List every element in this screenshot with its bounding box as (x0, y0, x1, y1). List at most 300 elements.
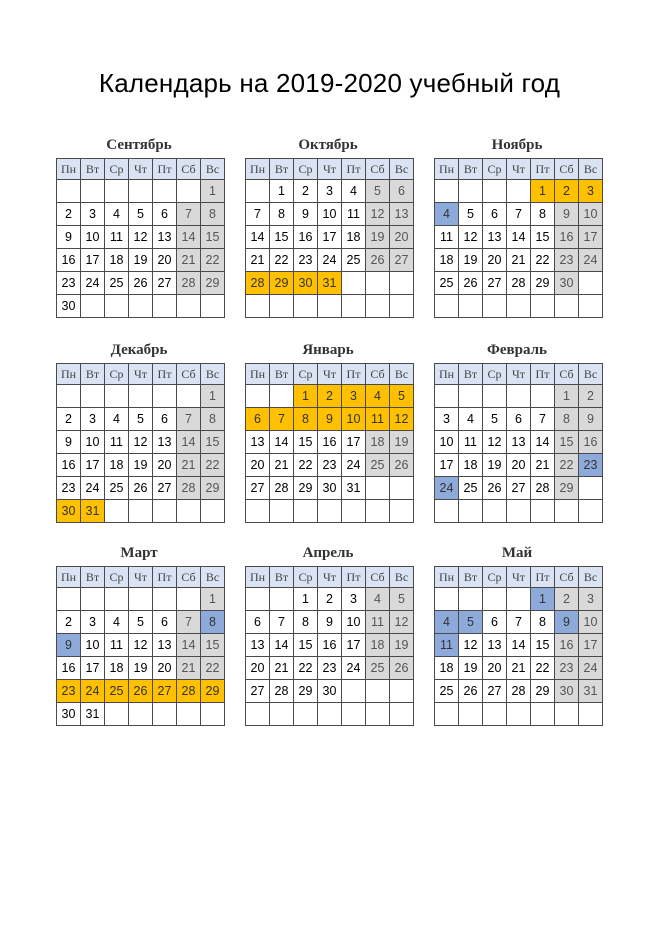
empty-cell (390, 477, 414, 500)
weekday-header: Пн (57, 567, 81, 588)
empty-cell (246, 588, 270, 611)
day-cell: 16 (555, 634, 579, 657)
week-row (57, 295, 225, 318)
day-cell: 19 (390, 431, 414, 454)
day-cell: 25 (435, 680, 459, 703)
day-cell: 13 (483, 226, 507, 249)
weekday-header-row (246, 364, 414, 385)
day-cell: 7 (177, 408, 201, 431)
month-name: Апрель (302, 545, 354, 561)
day-cell: 28 (507, 272, 531, 295)
day-cell: 20 (507, 454, 531, 477)
empty-cell (81, 385, 105, 408)
weekday-header: Чт (129, 159, 153, 180)
empty-cell (318, 703, 342, 726)
empty-cell (153, 588, 177, 611)
day-cell: 29 (531, 272, 555, 295)
day-cell: 14 (246, 226, 270, 249)
day-cell: 3 (579, 180, 603, 203)
empty-cell (390, 500, 414, 523)
weekday-header: Ср (294, 567, 318, 588)
day-cell: 1 (555, 385, 579, 408)
week-row (435, 477, 603, 500)
day-cell: 6 (507, 408, 531, 431)
weekday-header: Вс (390, 364, 414, 385)
weekday-header: Чт (318, 159, 342, 180)
day-cell: 8 (201, 611, 225, 634)
day-cell: 2 (57, 408, 81, 431)
day-cell: 1 (294, 385, 318, 408)
weekday-header: Пн (435, 364, 459, 385)
weekday-header: Вс (201, 567, 225, 588)
day-cell: 25 (105, 680, 129, 703)
day-cell: 31 (342, 477, 366, 500)
day-cell: 6 (483, 203, 507, 226)
month-calendar (434, 543, 600, 726)
weekday-header: Пт (531, 159, 555, 180)
week-row (435, 431, 603, 454)
day-cell: 5 (366, 180, 390, 203)
day-cell: 28 (507, 680, 531, 703)
weekday-header: Чт (318, 364, 342, 385)
empty-cell (177, 180, 201, 203)
day-cell: 24 (579, 657, 603, 680)
weekday-header: Ср (294, 364, 318, 385)
day-cell: 25 (366, 454, 390, 477)
month-calendar (245, 543, 411, 726)
empty-cell (294, 295, 318, 318)
weekday-header: Ср (105, 159, 129, 180)
empty-cell (81, 588, 105, 611)
empty-cell (531, 703, 555, 726)
day-cell: 14 (177, 431, 201, 454)
empty-cell (483, 180, 507, 203)
weekday-header: Вт (270, 364, 294, 385)
weekday-header: Сб (366, 159, 390, 180)
weekday-header: Ср (105, 364, 129, 385)
weekday-header: Вт (270, 159, 294, 180)
day-cell: 1 (531, 588, 555, 611)
empty-cell (390, 272, 414, 295)
week-row (246, 272, 414, 295)
week-row (246, 657, 414, 680)
empty-cell (459, 295, 483, 318)
day-cell: 7 (270, 408, 294, 431)
month-name: Февраль (487, 342, 547, 358)
empty-cell (57, 180, 81, 203)
weekday-header: Ср (483, 364, 507, 385)
empty-cell (270, 703, 294, 726)
empty-cell (270, 500, 294, 523)
day-cell: 12 (483, 431, 507, 454)
day-cell: 31 (81, 703, 105, 726)
day-cell: 2 (57, 611, 81, 634)
week-row (246, 226, 414, 249)
day-cell: 12 (390, 611, 414, 634)
weekday-header: Пн (246, 567, 270, 588)
day-cell: 29 (201, 272, 225, 295)
empty-cell (270, 588, 294, 611)
day-cell: 15 (531, 226, 555, 249)
month-table (56, 566, 225, 726)
week-row (435, 634, 603, 657)
day-cell: 8 (294, 611, 318, 634)
day-cell: 4 (366, 385, 390, 408)
day-cell: 2 (318, 588, 342, 611)
day-cell: 19 (129, 657, 153, 680)
day-cell: 11 (435, 226, 459, 249)
day-cell: 14 (507, 634, 531, 657)
day-cell: 13 (507, 431, 531, 454)
empty-cell (342, 500, 366, 523)
weekday-header: Пн (57, 159, 81, 180)
week-row (246, 703, 414, 726)
empty-cell (435, 703, 459, 726)
empty-cell (507, 588, 531, 611)
day-cell: 13 (483, 634, 507, 657)
day-cell: 27 (483, 272, 507, 295)
empty-cell (342, 703, 366, 726)
day-cell: 19 (390, 634, 414, 657)
day-cell: 8 (531, 611, 555, 634)
day-cell: 28 (177, 477, 201, 500)
day-cell: 27 (153, 477, 177, 500)
day-cell: 2 (579, 385, 603, 408)
day-cell: 29 (531, 680, 555, 703)
day-cell: 3 (81, 408, 105, 431)
day-cell: 22 (270, 249, 294, 272)
day-cell: 23 (294, 249, 318, 272)
day-cell: 20 (483, 249, 507, 272)
week-row (435, 295, 603, 318)
week-row (435, 611, 603, 634)
day-cell: 10 (81, 634, 105, 657)
empty-cell (177, 588, 201, 611)
weekday-header: Вт (81, 159, 105, 180)
day-cell: 9 (318, 408, 342, 431)
day-cell: 13 (246, 634, 270, 657)
day-cell: 14 (177, 634, 201, 657)
day-cell: 19 (459, 657, 483, 680)
month-name: Ноябрь (491, 137, 543, 153)
empty-cell (507, 385, 531, 408)
day-cell: 26 (483, 477, 507, 500)
empty-cell (507, 500, 531, 523)
day-cell: 26 (459, 272, 483, 295)
day-cell: 21 (270, 657, 294, 680)
day-cell: 22 (294, 657, 318, 680)
day-cell: 23 (555, 657, 579, 680)
empty-cell (366, 703, 390, 726)
empty-cell (555, 500, 579, 523)
day-cell: 5 (129, 611, 153, 634)
empty-cell (366, 500, 390, 523)
day-cell: 24 (579, 249, 603, 272)
day-cell: 11 (105, 431, 129, 454)
weekday-header: Сб (177, 567, 201, 588)
day-cell: 7 (246, 203, 270, 226)
weekday-header: Чт (129, 364, 153, 385)
empty-cell (57, 385, 81, 408)
day-cell: 22 (294, 454, 318, 477)
day-cell: 12 (459, 226, 483, 249)
day-cell: 6 (153, 611, 177, 634)
weekday-header: Ср (294, 159, 318, 180)
day-cell: 18 (366, 634, 390, 657)
day-cell: 27 (153, 680, 177, 703)
week-row (246, 588, 414, 611)
day-cell: 2 (555, 180, 579, 203)
day-cell: 24 (81, 680, 105, 703)
empty-cell (390, 295, 414, 318)
empty-cell (153, 295, 177, 318)
day-cell: 29 (201, 680, 225, 703)
day-cell: 21 (270, 454, 294, 477)
day-cell: 1 (294, 588, 318, 611)
empty-cell (153, 180, 177, 203)
day-cell: 13 (153, 634, 177, 657)
day-cell: 11 (366, 611, 390, 634)
empty-cell (507, 703, 531, 726)
day-cell: 19 (483, 454, 507, 477)
day-cell: 21 (246, 249, 270, 272)
day-cell: 3 (342, 385, 366, 408)
day-cell: 7 (177, 611, 201, 634)
day-cell: 3 (579, 588, 603, 611)
month-calendar (245, 340, 411, 523)
weekday-header: Пт (531, 364, 555, 385)
empty-cell (246, 385, 270, 408)
weekday-header: Сб (555, 159, 579, 180)
empty-cell (153, 385, 177, 408)
day-cell: 20 (483, 657, 507, 680)
day-cell: 13 (153, 431, 177, 454)
day-cell: 15 (531, 634, 555, 657)
empty-cell (366, 272, 390, 295)
empty-cell (201, 295, 225, 318)
day-cell: 11 (342, 203, 366, 226)
day-cell: 28 (270, 477, 294, 500)
day-cell: 15 (270, 226, 294, 249)
day-cell: 14 (270, 634, 294, 657)
day-cell: 22 (531, 657, 555, 680)
day-cell: 27 (507, 477, 531, 500)
day-cell: 14 (507, 226, 531, 249)
day-cell: 22 (201, 249, 225, 272)
week-row (57, 634, 225, 657)
month-table (434, 363, 603, 523)
day-cell: 30 (294, 272, 318, 295)
day-cell: 10 (579, 203, 603, 226)
day-cell: 15 (201, 226, 225, 249)
week-row (435, 500, 603, 523)
day-cell: 18 (105, 454, 129, 477)
day-cell: 6 (483, 611, 507, 634)
weekday-header: Пт (342, 159, 366, 180)
month-table (56, 158, 225, 318)
weekday-header: Ср (483, 567, 507, 588)
day-cell: 14 (177, 226, 201, 249)
day-cell: 30 (57, 500, 81, 523)
day-cell: 22 (555, 454, 579, 477)
weekday-header: Чт (507, 567, 531, 588)
day-cell: 5 (390, 385, 414, 408)
day-cell: 19 (366, 226, 390, 249)
weekday-header-row (57, 364, 225, 385)
day-cell: 18 (435, 249, 459, 272)
week-row (435, 180, 603, 203)
day-cell: 18 (366, 431, 390, 454)
day-cell: 17 (435, 454, 459, 477)
month-name: Март (120, 545, 158, 561)
empty-cell (270, 295, 294, 318)
day-cell: 16 (555, 226, 579, 249)
empty-cell (435, 588, 459, 611)
empty-cell (57, 588, 81, 611)
week-row (246, 454, 414, 477)
day-cell: 18 (459, 454, 483, 477)
weekday-header-row (435, 364, 603, 385)
day-cell: 28 (270, 680, 294, 703)
month-table (434, 158, 603, 318)
day-cell: 10 (318, 203, 342, 226)
day-cell: 23 (57, 477, 81, 500)
day-cell: 7 (177, 203, 201, 226)
month-calendar (245, 135, 411, 318)
week-row (57, 500, 225, 523)
day-cell: 23 (579, 454, 603, 477)
day-cell: 24 (435, 477, 459, 500)
week-row (246, 180, 414, 203)
weekday-header: Чт (318, 567, 342, 588)
weekday-header: Вс (201, 364, 225, 385)
empty-cell (366, 477, 390, 500)
day-cell: 17 (342, 634, 366, 657)
day-cell: 15 (555, 431, 579, 454)
day-cell: 13 (390, 203, 414, 226)
empty-cell (435, 180, 459, 203)
weekday-header: Чт (129, 567, 153, 588)
day-cell: 16 (318, 634, 342, 657)
day-cell: 15 (294, 634, 318, 657)
day-cell: 12 (390, 408, 414, 431)
weekday-header: Вс (579, 567, 603, 588)
day-cell: 23 (57, 272, 81, 295)
weekday-header-row (57, 159, 225, 180)
day-cell: 29 (270, 272, 294, 295)
month-name: Май (501, 545, 533, 561)
day-cell: 20 (390, 226, 414, 249)
day-cell: 8 (201, 203, 225, 226)
day-cell: 26 (459, 680, 483, 703)
day-cell: 4 (435, 611, 459, 634)
day-cell: 21 (177, 249, 201, 272)
empty-cell (129, 295, 153, 318)
day-cell: 16 (579, 431, 603, 454)
day-cell: 30 (57, 295, 81, 318)
empty-cell (435, 500, 459, 523)
day-cell: 11 (105, 634, 129, 657)
day-cell: 1 (201, 588, 225, 611)
week-row (57, 408, 225, 431)
page-title: Календарь на 2019-2020 учебный год (98, 68, 561, 98)
day-cell: 20 (153, 454, 177, 477)
week-row (435, 657, 603, 680)
day-cell: 1 (201, 385, 225, 408)
month-table (434, 566, 603, 726)
day-cell: 10 (579, 611, 603, 634)
weekday-header: Вт (459, 567, 483, 588)
empty-cell (105, 500, 129, 523)
day-cell: 15 (201, 431, 225, 454)
day-cell: 4 (459, 408, 483, 431)
weekday-header: Вс (579, 364, 603, 385)
day-cell: 26 (129, 477, 153, 500)
day-cell: 25 (105, 272, 129, 295)
day-cell: 25 (342, 249, 366, 272)
week-row (57, 680, 225, 703)
day-cell: 20 (153, 249, 177, 272)
empty-cell (153, 500, 177, 523)
weekday-header: Пт (531, 567, 555, 588)
day-cell: 7 (270, 611, 294, 634)
weekday-header: Сб (366, 364, 390, 385)
day-cell: 26 (366, 249, 390, 272)
week-row (246, 203, 414, 226)
weekday-header: Сб (555, 364, 579, 385)
week-row (57, 454, 225, 477)
day-cell: 10 (81, 226, 105, 249)
day-cell: 12 (129, 431, 153, 454)
day-cell: 23 (555, 249, 579, 272)
week-row (57, 180, 225, 203)
empty-cell (177, 385, 201, 408)
day-cell: 16 (57, 454, 81, 477)
empty-cell (459, 500, 483, 523)
empty-cell (153, 703, 177, 726)
day-cell: 18 (435, 657, 459, 680)
day-cell: 24 (342, 454, 366, 477)
week-row (57, 385, 225, 408)
empty-cell (342, 680, 366, 703)
day-cell: 6 (153, 408, 177, 431)
day-cell: 6 (246, 611, 270, 634)
empty-cell (318, 295, 342, 318)
day-cell: 10 (81, 431, 105, 454)
month-name: Сентябрь (106, 137, 172, 153)
weekday-header: Пт (342, 364, 366, 385)
day-cell: 21 (531, 454, 555, 477)
empty-cell (129, 385, 153, 408)
weekday-header-row (246, 159, 414, 180)
month-calendar (56, 135, 222, 318)
day-cell: 25 (435, 272, 459, 295)
week-row (246, 408, 414, 431)
month-calendar (434, 135, 600, 318)
day-cell: 10 (435, 431, 459, 454)
empty-cell (129, 703, 153, 726)
empty-cell (435, 295, 459, 318)
day-cell: 28 (177, 680, 201, 703)
weekday-header: Пт (153, 364, 177, 385)
day-cell: 21 (507, 657, 531, 680)
empty-cell (105, 588, 129, 611)
day-cell: 20 (246, 657, 270, 680)
day-cell: 7 (507, 611, 531, 634)
day-cell: 24 (81, 272, 105, 295)
day-cell: 23 (318, 454, 342, 477)
weekday-header: Пн (57, 364, 81, 385)
